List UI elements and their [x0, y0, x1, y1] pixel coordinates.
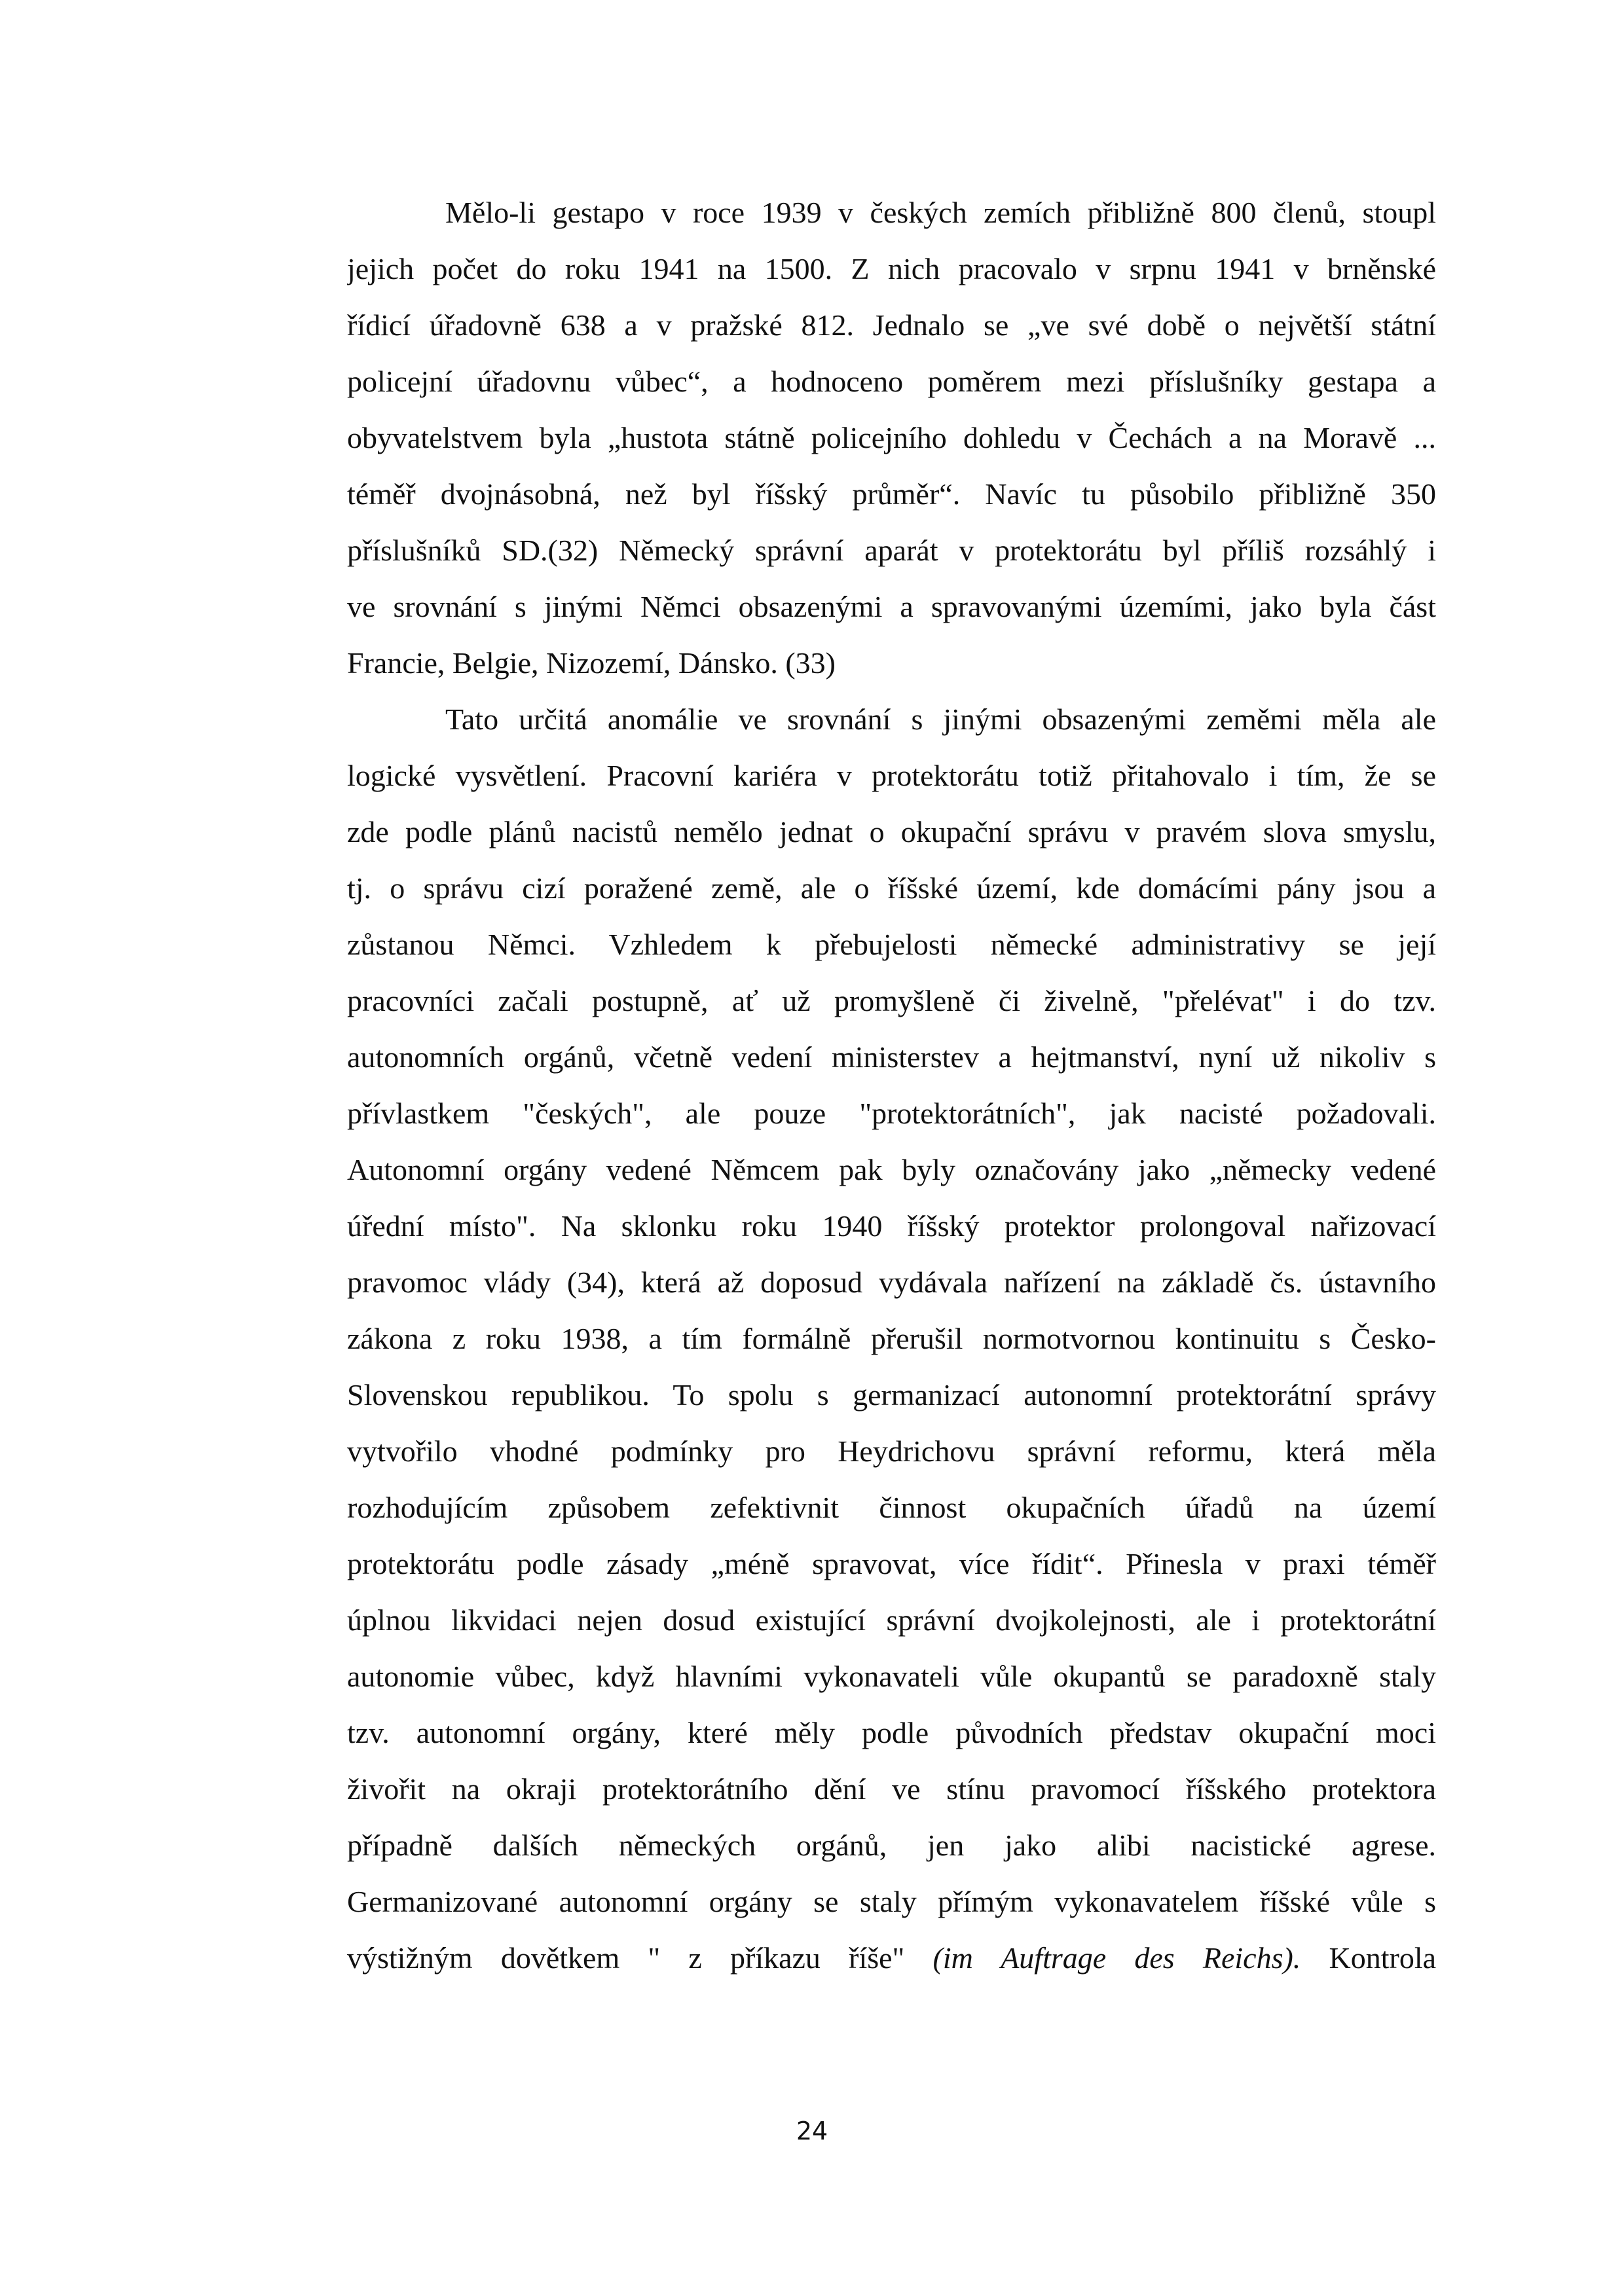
text-line: protektorátu podle zásady „méně spravovat, více řídit“. Přinesla v praxi téměř: [347, 1547, 1436, 1580]
text-line: téměř dvojnásobná, než byl říšský průměr“. Navíc tu působilo přibližně 350: [347, 477, 1436, 511]
paragraph-1: [347, 185, 1436, 691]
text-line: [347, 1930, 1436, 1986]
text-line: obyvatelstvem byla „hustota státně policejního dohledu v Čechách a na Moravě ...: [347, 421, 1436, 454]
text-line: příslušníků SD.(32) Německý správní aparát v protektorátu byl příliš rozsáhlý i: [347, 534, 1436, 567]
text-run: výstižným dovětkem " z příkazu říše": [347, 1941, 933, 1975]
text-line: tzv. autonomní orgány, které měly podle původních představ okupační moci: [347, 1716, 1436, 1749]
page-number: 24: [796, 2117, 828, 2145]
text-line: Francie, Belgie, Nizozemí, Dánsko. (33): [347, 646, 836, 680]
text-line: úřední místo". Na sklonku roku 1940 říšský protektor prolongoval nařizovací: [347, 1209, 1436, 1243]
text-line: jejich počet do roku 1941 na 1500. Z nich pracovalo v srpnu 1941 v brněnské: [347, 252, 1436, 285]
text-line: zde podle plánů nacistů nemělo jednat o okupační správu v pravém slova smyslu,: [347, 815, 1436, 848]
text-line: zůstanou Němci. Vzhledem k přebujelosti německé administrativy se její: [347, 928, 1436, 961]
text-line: policejní úřadovnu vůbec“, a hodnoceno poměrem mezi příslušníky gestapa a: [347, 365, 1436, 398]
text-line: rozhodujícím způsobem zefektivnit činnost okupačních úřadů na území: [347, 1491, 1436, 1524]
text-line: vytvořilo vhodné podmínky pro Heydrichovu správní reformu, která měla: [347, 1434, 1436, 1468]
text-run: Kontrola: [1301, 1941, 1436, 1975]
paragraph-2: [347, 691, 1436, 1986]
text-line: ve srovnání s jinými Němci obsazenými a spravovanými územími, jako byla část: [347, 590, 1436, 623]
text-line: Tato určitá anomálie ve srovnání s jinými obsazenými zeměmi měla ale: [445, 702, 1436, 736]
text-line: logické vysvětlení. Pracovní kariéra v protektorátu totiž přitahovalo i tím, že se: [347, 759, 1436, 792]
text-line: zákona z roku 1938, a tím formálně přerušil normotvornou kontinuitu s Česko-: [347, 1322, 1436, 1355]
text-line: tj. o správu cizí poražené země, ale o říšské území, kde domácími pány jsou a: [347, 871, 1436, 905]
text-line: živořit na okraji protektorátního dění ve stínu pravomocí říšského protektora: [347, 1772, 1436, 1806]
text-line: úplnou likvidaci nejen dosud existující správní dvojkolejnosti, ale i protektorátní: [347, 1603, 1436, 1637]
text-line: autonomie vůbec, když hlavními vykonavateli vůle okupantů se paradoxně staly: [347, 1660, 1436, 1693]
text-line: Mělo-li gestapo v roce 1939 v českých zemích přibližně 800 členů, stoupl: [445, 196, 1436, 229]
text-line: Germanizované autonomní orgány se staly přímým vykonavatelem říšské vůle s: [347, 1885, 1436, 1918]
text-line: pracovníci začali postupně, ať už promyšleně či živelně, "přelévat" i do tzv.: [347, 984, 1436, 1017]
text-line: Autonomní orgány vedené Němcem pak byly označovány jako „německy vedené: [347, 1153, 1436, 1186]
text-line: přívlastkem "českých", ale pouze "protektorátních", jak nacisté požadovali.: [347, 1097, 1436, 1130]
text-line: řídicí úřadovně 638 a v pražské 812. Jednalo se „ve své době o největší státní: [347, 308, 1436, 342]
text-line: pravomoc vlády (34), která až doposud vydávala nařízení na základě čs. ústavního: [347, 1266, 1436, 1299]
italic-text-run: (im Auftrage des Reichs).: [932, 1941, 1301, 1975]
body-text: [347, 185, 1436, 1986]
text-line: autonomních orgánů, včetně vedení ministerstev a hejtmanství, nyní už nikoliv s: [347, 1040, 1436, 1074]
text-line: Slovenskou republikou. To spolu s germanizací autonomní protektorátní správy: [347, 1378, 1436, 1412]
text-line: případně dalších německých orgánů, jen jako alibi nacistické agrese.: [347, 1829, 1436, 1862]
